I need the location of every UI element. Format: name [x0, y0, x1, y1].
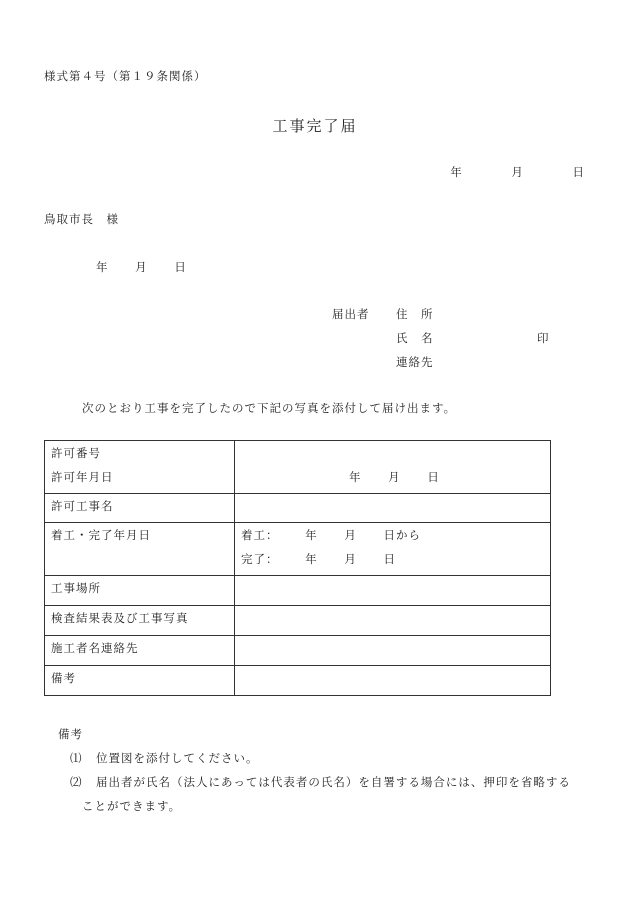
year-label: 年 [96, 260, 109, 274]
table-row [45, 494, 551, 523]
day-label: 日 [383, 552, 396, 566]
label-text: 備考 [51, 671, 76, 685]
seal-mark: 印 [537, 331, 550, 345]
notes-title: 備考 [58, 727, 83, 741]
permit-number-label: 許可番号 [51, 446, 101, 460]
permit-work-name-value[interactable] [235, 494, 551, 523]
day-label: 日 [427, 470, 440, 484]
permit-labels [45, 441, 235, 494]
date-top [450, 164, 585, 180]
year-label: 年 [305, 552, 318, 566]
form-table [44, 440, 551, 696]
permit-number-value [241, 441, 544, 465]
label-text: 施工者名連絡先 [51, 641, 139, 655]
start-line [241, 523, 544, 547]
statement: 次のとおり工事を完了したので下記の写真を添付して届け出ます。 [82, 401, 457, 415]
contractor-label [45, 636, 235, 666]
address-label: 住 所 [396, 307, 434, 321]
note-text: 届出者が氏名（法人にあっては代表者の氏名）を自署する場合には、押印を省略する [96, 775, 571, 789]
note-number: ⑵ [70, 775, 83, 789]
table-row [45, 441, 551, 494]
note-number: ⑴ [70, 751, 83, 765]
site-label [45, 576, 235, 606]
month-label: 月 [344, 528, 357, 542]
month-label: 月 [344, 552, 357, 566]
table-row [45, 576, 551, 606]
note-text: 位置図を添付してください。 [96, 751, 259, 765]
month-label: 月 [511, 165, 524, 179]
remarks-value[interactable] [235, 666, 551, 696]
year-label: 年 [349, 470, 362, 484]
site-value[interactable] [235, 576, 551, 606]
day-label: 日 [572, 165, 585, 179]
label-text: 許可工事名 [51, 499, 114, 513]
label-text: 工事場所 [51, 581, 101, 595]
day-label: 日 [174, 260, 187, 274]
end-line [241, 547, 544, 571]
year-label: 年 [305, 528, 318, 542]
notifier-label: 届出者 [332, 307, 370, 321]
inspection-value[interactable] [235, 606, 551, 636]
year-label: 年 [450, 165, 463, 179]
day-label: 日から [383, 528, 421, 542]
start-end-label [45, 523, 235, 576]
permit-value[interactable] [235, 441, 551, 494]
remarks-label [45, 666, 235, 696]
permit-work-name-label [45, 494, 235, 523]
note-text-continued: ことができます。 [82, 799, 182, 813]
start-label: 着工： [241, 528, 279, 542]
month-label: 月 [388, 470, 401, 484]
permit-date-label: 許可年月日 [51, 470, 114, 484]
form-number: 様式第４号（第１９条関係） [44, 69, 207, 83]
label-text: 着工・完了年月日 [51, 528, 151, 542]
table-row [45, 666, 551, 696]
end-label: 完了： [241, 552, 279, 566]
inspection-label [45, 606, 235, 636]
table-row [45, 636, 551, 666]
table-row [45, 606, 551, 636]
page-title: 工事完了届 [272, 117, 358, 135]
addressee: 鳥取市長 様 [44, 212, 119, 226]
contractor-value[interactable] [235, 636, 551, 666]
month-label: 月 [135, 260, 148, 274]
contact-label: 連絡先 [396, 355, 434, 369]
name-label: 氏 名 [396, 331, 434, 345]
start-end-value[interactable] [235, 523, 551, 576]
label-text: 検査結果表及び工事写真 [51, 611, 189, 625]
table-row [45, 523, 551, 576]
date-addr [96, 259, 187, 275]
permit-date-value [241, 465, 544, 489]
